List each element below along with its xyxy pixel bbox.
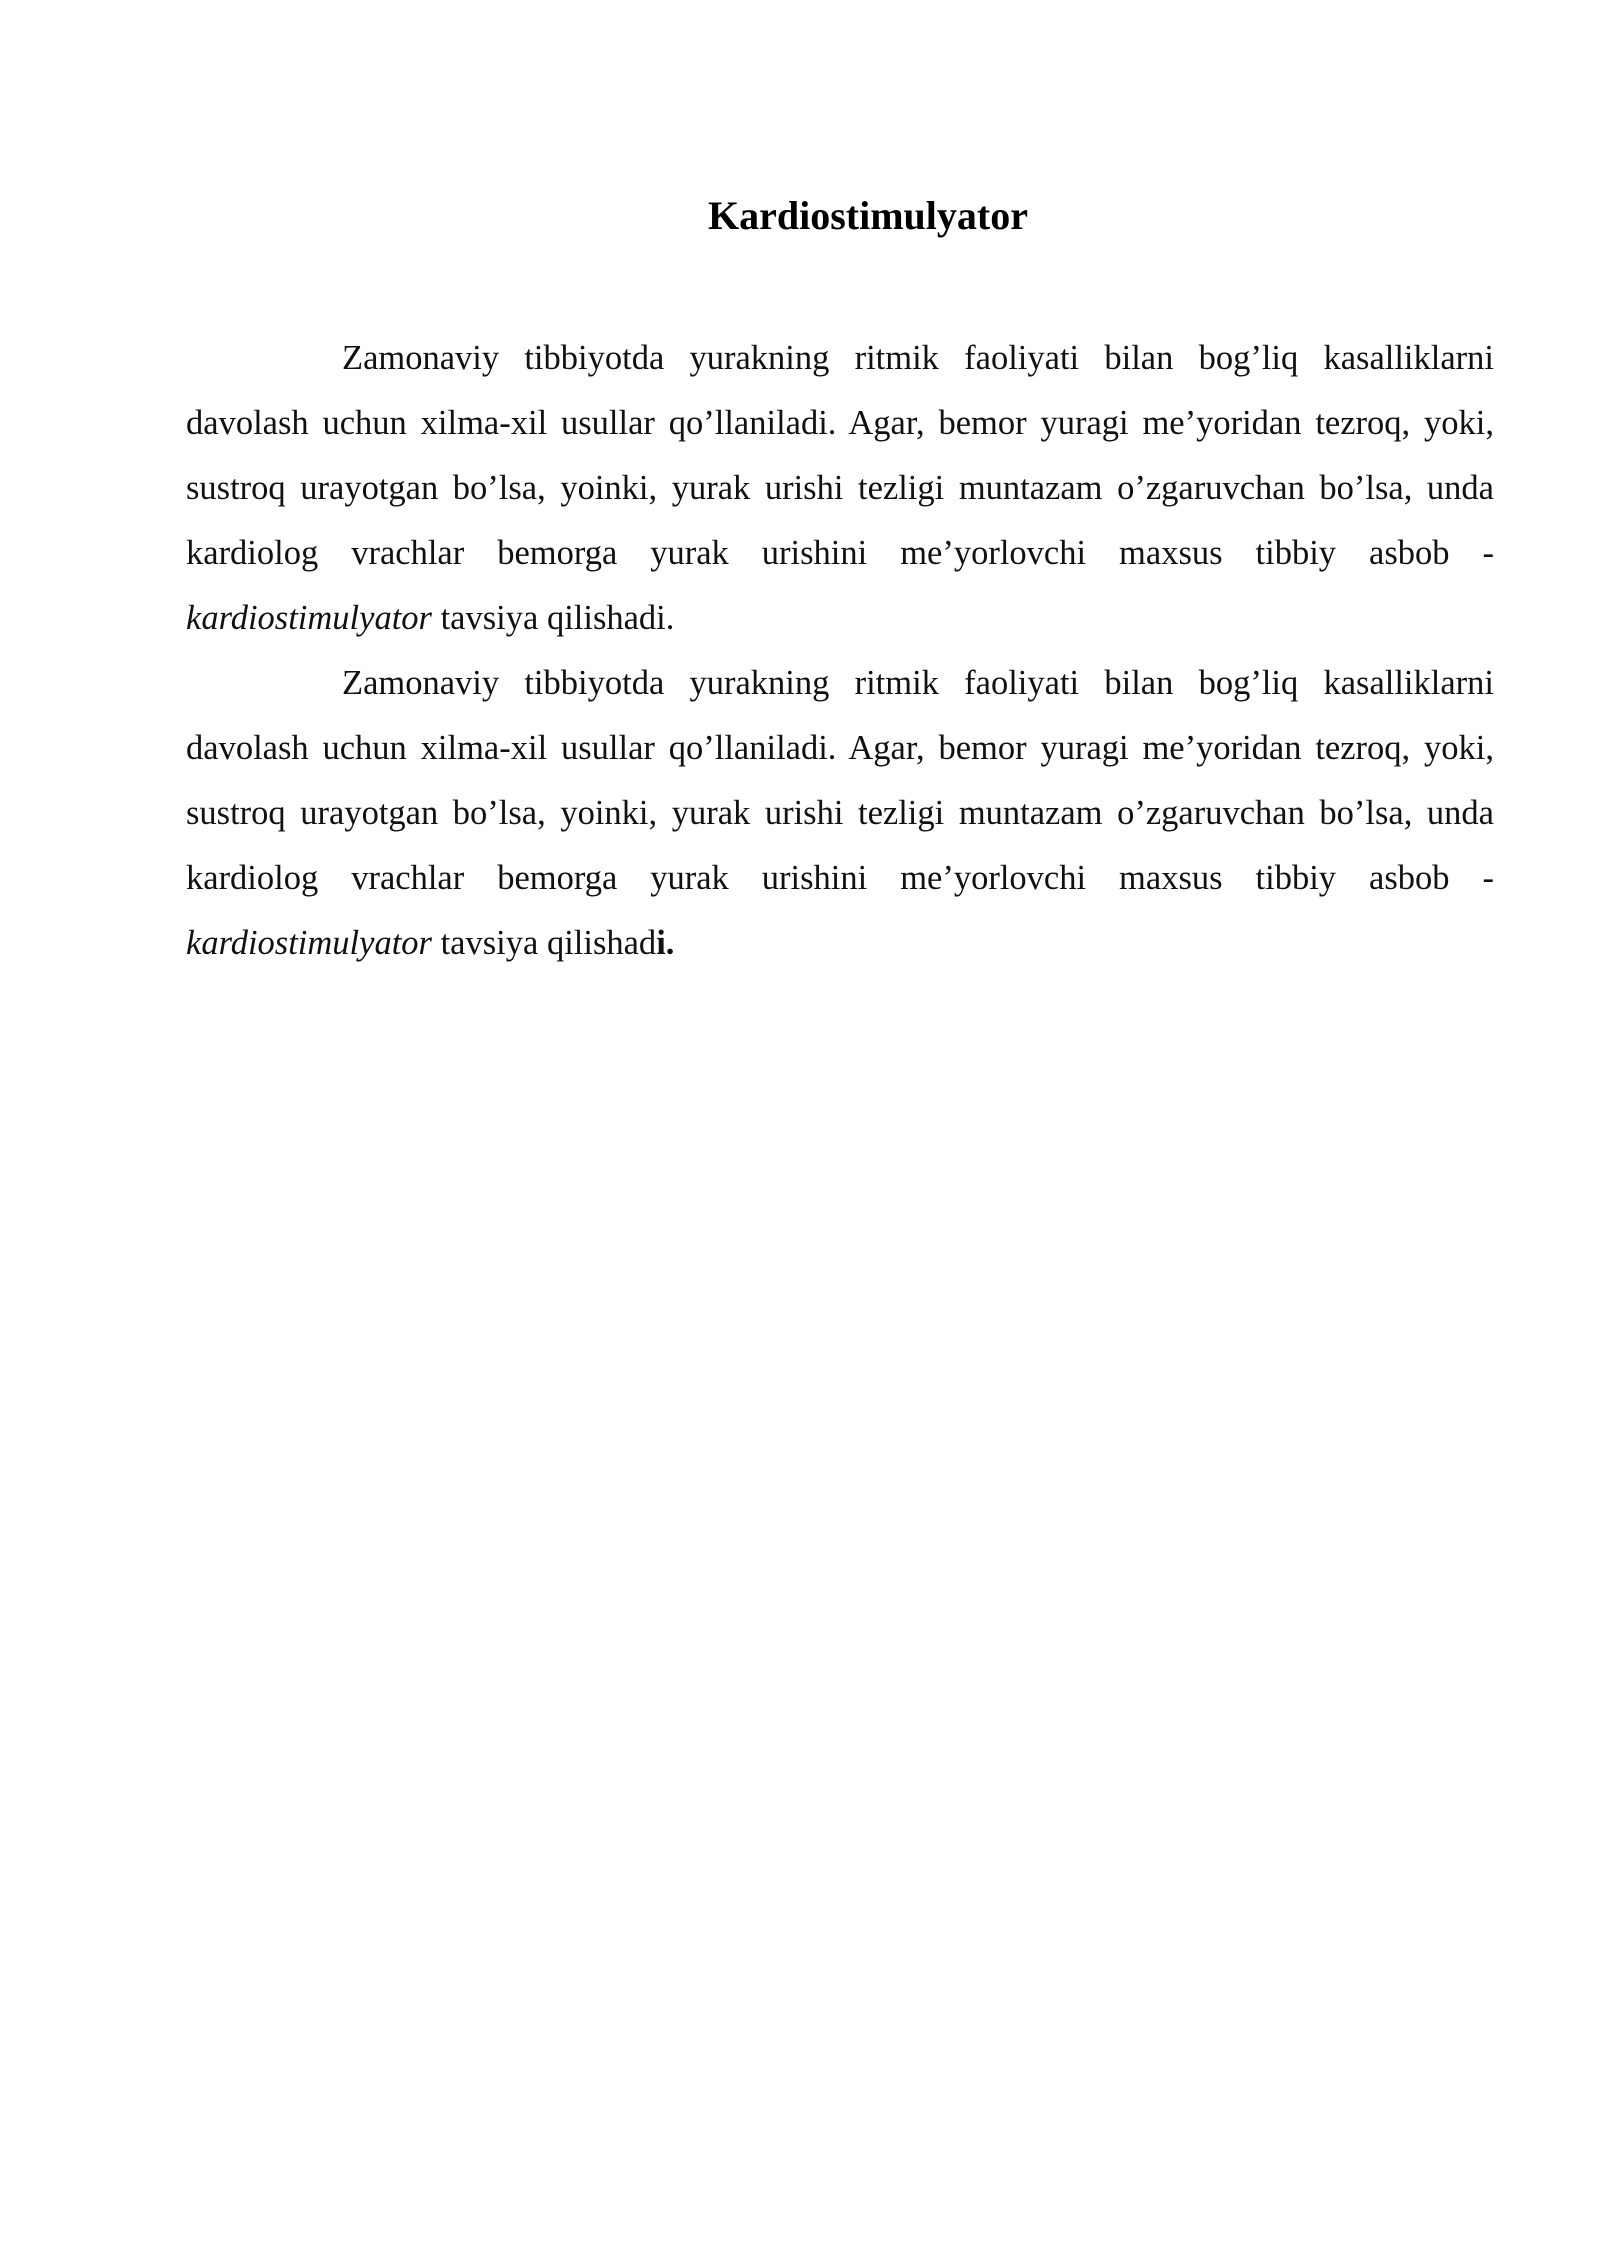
paragraph-1-text: Zamonaviy tibbiyotda yurakning ritmik faoliyati bilan bog’liq kasalliklarni davolash uchun xilma-xil usullar qo’llaniladi. Agar, bemor yuragi me’yoridan tezroq, yoki, sustroq urayotgan bo’lsa, yoinki, yurak urishi tezligi muntazam o’zgaruvchan bo’lsa, unda kardiolog vrachlar bemorga yurak urishini me’yorlovchi maxsus tibbiy asbob - bbox=[186, 339, 1494, 572]
paragraph-2-text: Zamonaviy tibbiyotda yurakning ritmik faoliyati bilan bog’liq kasalliklarni davolash uchun xilma-xil usullar qo’llaniladi. Agar, bemor yuragi me’yoridan tezroq, yoki, sustroq urayotgan bo’lsa, yoinki, yurak urishi tezligi muntazam o’zgaruvchan bo’lsa, unda kardiolog vrachlar bemorga yurak urishini me’yorlovchi maxsus tibbiy asbob - bbox=[186, 664, 1494, 897]
paragraph-2 bbox=[186, 651, 1494, 976]
paragraph-2-term: kardiostimulyator bbox=[186, 924, 432, 962]
paragraph-2-ending: tavsiya qilishad bbox=[431, 924, 657, 962]
paragraph-1 bbox=[186, 326, 1494, 651]
paragraph-1-ending: tavsiya qilishadi. bbox=[431, 599, 675, 637]
paragraph-1-term: kardiostimulyator bbox=[186, 599, 432, 637]
document-title: Kardiostimulyator bbox=[708, 193, 1028, 238]
paragraph-2-bold-ending: i. bbox=[656, 924, 675, 962]
document-body bbox=[186, 326, 1494, 976]
